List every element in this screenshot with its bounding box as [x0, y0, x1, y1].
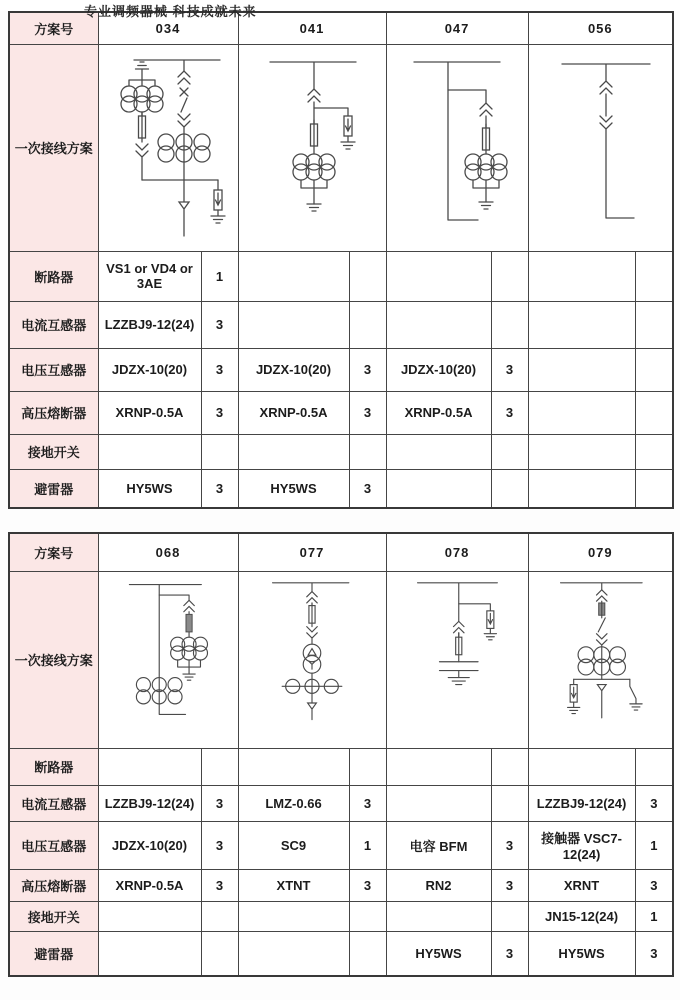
model-cell: JDZX-10(20)	[98, 821, 201, 869]
diagram-068	[98, 571, 238, 748]
qty-cell	[635, 391, 673, 434]
clipped-header-note	[84, 4, 344, 19]
diagram-row	[9, 44, 673, 251]
table-row	[9, 821, 673, 869]
model-cell	[528, 251, 635, 301]
qty-cell	[491, 434, 528, 469]
table-row	[9, 748, 673, 785]
qty-cell	[349, 301, 386, 348]
model-cell: LZZBJ9-12(24)	[528, 785, 635, 821]
model-cell	[386, 434, 491, 469]
model-cell: JDZX-10(20)	[238, 348, 349, 391]
scheme-number-034: 034	[98, 12, 238, 44]
scheme-number-068: 068	[98, 533, 238, 571]
qty-cell: 3	[491, 821, 528, 869]
model-cell	[386, 785, 491, 821]
qty-cell: 1	[201, 251, 238, 301]
model-cell	[528, 301, 635, 348]
table-row	[9, 301, 673, 348]
qty-cell: 3	[349, 785, 386, 821]
qty-cell	[635, 748, 673, 785]
model-cell	[238, 301, 349, 348]
model-cell: LMZ-0.66	[238, 785, 349, 821]
qty-cell: 3	[349, 469, 386, 508]
model-cell	[386, 469, 491, 508]
table-row	[9, 785, 673, 821]
qty-cell: 3	[201, 821, 238, 869]
row-label-diagram: 一次接线方案	[9, 571, 98, 748]
row-label-diagram: 一次接线方案	[9, 44, 98, 251]
qty-cell	[349, 901, 386, 931]
header-note-text: 专业调频器械 科技成就未来	[84, 4, 257, 19]
qty-cell	[635, 301, 673, 348]
row-label: 避雷器	[9, 469, 98, 508]
model-cell: SC9	[238, 821, 349, 869]
model-cell	[98, 434, 201, 469]
qty-cell: 3	[201, 348, 238, 391]
row-label: 高压熔断器	[9, 869, 98, 901]
scheme-number-047: 047	[386, 12, 528, 44]
qty-cell: 3	[491, 931, 528, 976]
qty-cell: 3	[201, 785, 238, 821]
model-cell: XRNP-0.5A	[98, 869, 201, 901]
model-cell	[528, 748, 635, 785]
scheme-number-079: 079	[528, 533, 673, 571]
diagram-041	[238, 44, 386, 251]
qty-cell	[491, 785, 528, 821]
qty-cell	[201, 434, 238, 469]
qty-cell	[491, 748, 528, 785]
model-cell	[98, 931, 201, 976]
model-cell: JDZX-10(20)	[98, 348, 201, 391]
model-cell: XRNP-0.5A	[238, 391, 349, 434]
table-row	[9, 469, 673, 508]
qty-cell	[635, 251, 673, 301]
qty-cell	[491, 251, 528, 301]
corner-label: 方案号	[9, 12, 98, 44]
model-cell: HY5WS	[98, 469, 201, 508]
qty-cell	[491, 469, 528, 508]
diagram-079	[528, 571, 673, 748]
diagram-034	[98, 44, 238, 251]
model-cell: HY5WS	[386, 931, 491, 976]
row-label: 电流互感器	[9, 785, 98, 821]
row-label: 接地开关	[9, 434, 98, 469]
model-cell	[386, 748, 491, 785]
model-cell	[238, 251, 349, 301]
qty-cell: 3	[491, 869, 528, 901]
qty-cell: 3	[201, 869, 238, 901]
model-cell	[386, 901, 491, 931]
row-label: 电流互感器	[9, 301, 98, 348]
row-label: 高压熔断器	[9, 391, 98, 434]
qty-cell: 1	[349, 821, 386, 869]
model-cell	[528, 348, 635, 391]
scheme-number-078: 078	[386, 533, 528, 571]
qty-cell: 3	[491, 391, 528, 434]
model-cell: JDZX-10(20)	[386, 348, 491, 391]
model-cell: XRNP-0.5A	[98, 391, 201, 434]
scheme-header-row	[9, 533, 673, 571]
model-cell: XRNT	[528, 869, 635, 901]
scheme-number-056: 056	[528, 12, 673, 44]
corner-label: 方案号	[9, 533, 98, 571]
table-row	[9, 434, 673, 469]
row-label: 断路器	[9, 251, 98, 301]
row-label: 电压互感器	[9, 821, 98, 869]
model-cell	[98, 901, 201, 931]
diagram-077	[238, 571, 386, 748]
qty-cell: 1	[635, 821, 673, 869]
qty-cell: 3	[201, 469, 238, 508]
qty-cell	[201, 748, 238, 785]
model-cell: 接触器 VSC7-12(24)	[528, 821, 635, 869]
qty-cell: 3	[349, 869, 386, 901]
qty-cell: 1	[635, 901, 673, 931]
model-cell	[386, 301, 491, 348]
qty-cell	[201, 931, 238, 976]
qty-cell	[635, 469, 673, 508]
qty-cell: 3	[635, 869, 673, 901]
model-cell: LZZBJ9-12(24)	[98, 785, 201, 821]
model-cell	[238, 901, 349, 931]
model-cell: XRNP-0.5A	[386, 391, 491, 434]
table-row	[9, 901, 673, 931]
model-cell	[98, 748, 201, 785]
scanned-catalog-page	[0, 4, 680, 1000]
qty-cell: 3	[349, 391, 386, 434]
qty-cell	[349, 931, 386, 976]
model-cell	[238, 748, 349, 785]
diagram-078	[386, 571, 528, 748]
row-label: 接地开关	[9, 901, 98, 931]
model-cell: 电容 BFM	[386, 821, 491, 869]
qty-cell	[201, 901, 238, 931]
row-label: 电压互感器	[9, 348, 98, 391]
table-row	[9, 869, 673, 901]
diagram-row	[9, 571, 673, 748]
qty-cell	[635, 434, 673, 469]
qty-cell: 3	[201, 301, 238, 348]
scheme-table-lower	[8, 532, 674, 977]
model-cell: VS1 or VD4 or 3AE	[98, 251, 201, 301]
qty-cell	[349, 251, 386, 301]
table-row	[9, 251, 673, 301]
row-label: 断路器	[9, 748, 98, 785]
qty-cell: 3	[491, 348, 528, 391]
qty-cell	[635, 348, 673, 391]
model-cell	[238, 931, 349, 976]
qty-cell: 3	[201, 391, 238, 434]
table-row	[9, 391, 673, 434]
qty-cell: 3	[635, 785, 673, 821]
qty-cell	[349, 434, 386, 469]
qty-cell: 3	[635, 931, 673, 976]
qty-cell	[491, 301, 528, 348]
model-cell: JN15-12(24)	[528, 901, 635, 931]
model-cell: XTNT	[238, 869, 349, 901]
diagram-047	[386, 44, 528, 251]
model-cell	[386, 251, 491, 301]
model-cell: RN2	[386, 869, 491, 901]
scheme-number-077: 077	[238, 533, 386, 571]
diagram-056	[528, 44, 673, 251]
qty-cell	[491, 901, 528, 931]
qty-cell: 3	[349, 348, 386, 391]
model-cell	[528, 434, 635, 469]
model-cell: HY5WS	[238, 469, 349, 508]
row-label: 避雷器	[9, 931, 98, 976]
table-row	[9, 348, 673, 391]
model-cell: HY5WS	[528, 931, 635, 976]
qty-cell	[349, 748, 386, 785]
model-cell	[238, 434, 349, 469]
model-cell: LZZBJ9-12(24)	[98, 301, 201, 348]
scheme-table-upper	[8, 11, 674, 509]
table-row	[9, 931, 673, 976]
scheme-number-041: 041	[238, 12, 386, 44]
model-cell	[528, 391, 635, 434]
model-cell	[528, 469, 635, 508]
